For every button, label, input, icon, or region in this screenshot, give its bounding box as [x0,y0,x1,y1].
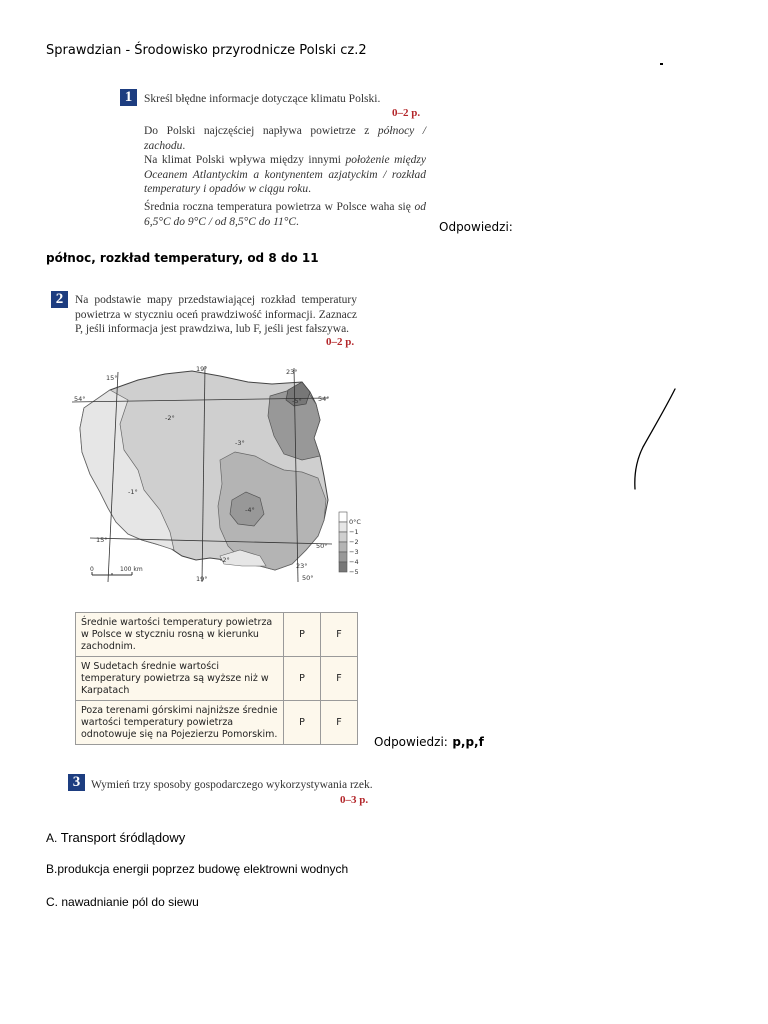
contour-label: -2° [165,414,175,422]
answer-text: Transport śródlądowy [60,830,186,845]
q1-s2-options: położenie między Oceanem Atlantyckim a kontynentem azjatyckim / rozkład temperatury i opadów w ciągu roku [144,154,427,195]
lon-label: 19° [196,365,208,373]
table-row [76,701,358,745]
statement-cell: Poza terenami górskimi najniższe średnie wartości temperatury powietrza odnotowuje się na Pojezierzu Pomorskim. [76,701,284,745]
contour-label: -5° [292,397,302,405]
q1-statement-2: Na klimat Polski wpływa między innymi położenie między Oceanem Atlantyckim a kontynentem azjatyckim / rozkład temperatury i opadów w ciągu roku. [144,154,427,195]
answer-text: nawadnianie pól do siewu [61,895,199,909]
contour-label: -2° [220,556,230,564]
false-option[interactable]: F [321,701,358,745]
q3-instruction: Wymień trzy sposoby gospodarczego wykorzystywania rzek. [91,779,373,791]
q2-answer-label: Odpowiedzi: [374,735,448,749]
q1-answer-label: Odpowiedzi: [439,220,513,234]
question-number-3: 3 [68,774,85,791]
legend-label: −3 [349,548,359,556]
document-title: Sprawdzian - Środowisko przyrodnicze Polski cz.2 [46,43,367,58]
q1-s3-text: Średnia roczna temperatura powietrza w Polsce waha się [144,201,411,213]
lon-label: 19° [196,575,208,583]
statement-cell: W Sudetach średnie wartości temperatury powietrza są wyższe niż w Karpatach [76,657,284,701]
legend-swatch [339,522,347,532]
q3-answer-c [46,895,199,909]
answer-prefix: C. [46,895,58,909]
q3-points: 0–3 p. [340,794,369,806]
legend-swatch [339,552,347,562]
legend-swatch [339,542,347,552]
handwritten-stroke [625,385,685,495]
false-option[interactable]: F [321,657,358,701]
scale-end: 100 km [120,566,143,573]
legend-label: −4 [349,558,359,566]
q1-s2-text: Na klimat Polski wpływa między innymi [144,154,341,166]
contour-label: -4° [245,506,255,514]
lon-label: 15° [106,374,118,382]
q1-statement-3: Średnia roczna temperatura powietrza w Polsce waha się od 6,5°C do 9°C / od 8,5°C do 11°C. [144,201,426,228]
statement-cell: Średnie wartości temperatury powietrza w Polsce w styczniu rosną w kierunku zachodnim. [76,613,284,657]
answer-prefix: B. [46,862,58,876]
q1-s3-options: od 6,5°C do 9°C / od 8,5°C do 11°C [144,201,426,228]
legend-swatch [339,512,347,522]
stray-mark [660,63,663,65]
lon-label: 15° [96,536,108,544]
scale-bar [90,566,143,575]
answer-prefix: A. [46,831,58,845]
q1-statement-1: Do Polski najczęściej napływa powietrze z północy / zachodu. [144,125,427,152]
q1-points: 0–2 p. [392,107,421,119]
temperature-map [70,360,370,590]
scale-start: 0 [90,566,94,573]
true-option[interactable]: P [284,657,321,701]
q3-answer-a [46,830,185,845]
legend-label: −5 [349,568,359,576]
q1-instruction: Skreśl błędne informacje dotyczące klimatu Polski. [144,93,381,105]
lat-label: 50° [316,542,328,550]
lat-label: 50° [302,574,314,582]
q2-instruction: Na podstawie mapy przedstawiającej rozkład temperatury powietrza w styczniu oceń prawdziwość informacji. Zaznacz P, jeśli informacja jest prawdziwa, lub F, jeśli jest fałszywa. [75,294,357,335]
contour-label: -1° [128,488,138,496]
legend-label: 0°C [349,518,361,526]
map-legend [339,512,361,576]
question-number-1: 1 [120,89,137,106]
q1-s1-options: północy / zachodu [144,125,427,152]
q3-answer-b [46,862,348,876]
true-option[interactable]: P [284,613,321,657]
lat-label: 54° [318,395,330,403]
legend-swatch [339,562,347,572]
lon-label: 23° [296,562,308,570]
q2-points: 0–2 p. [326,336,355,348]
q2-answer: p,p,f [452,735,484,749]
legend-label: −2 [349,538,359,546]
contour-label: -3° [235,439,245,447]
table-row [76,657,358,701]
true-option[interactable]: P [284,701,321,745]
false-option[interactable]: F [321,613,358,657]
lat-label: 54° [74,395,86,403]
q1-s1-text: Do Polski najczęściej napływa powietrze z [144,125,370,137]
question-number-2: 2 [51,291,68,308]
lon-label: 23° [286,368,298,376]
answer-text: produkcja energii poprzez budowę elektrowni wodnych [57,862,349,876]
true-false-table [75,612,358,745]
q2-answer-line [374,733,484,751]
table-row [76,613,358,657]
legend-label: −1 [349,528,359,536]
q1-answer: północ, rozkład temperatury, od 8 do 11 [46,251,319,265]
legend-swatch [339,532,347,542]
